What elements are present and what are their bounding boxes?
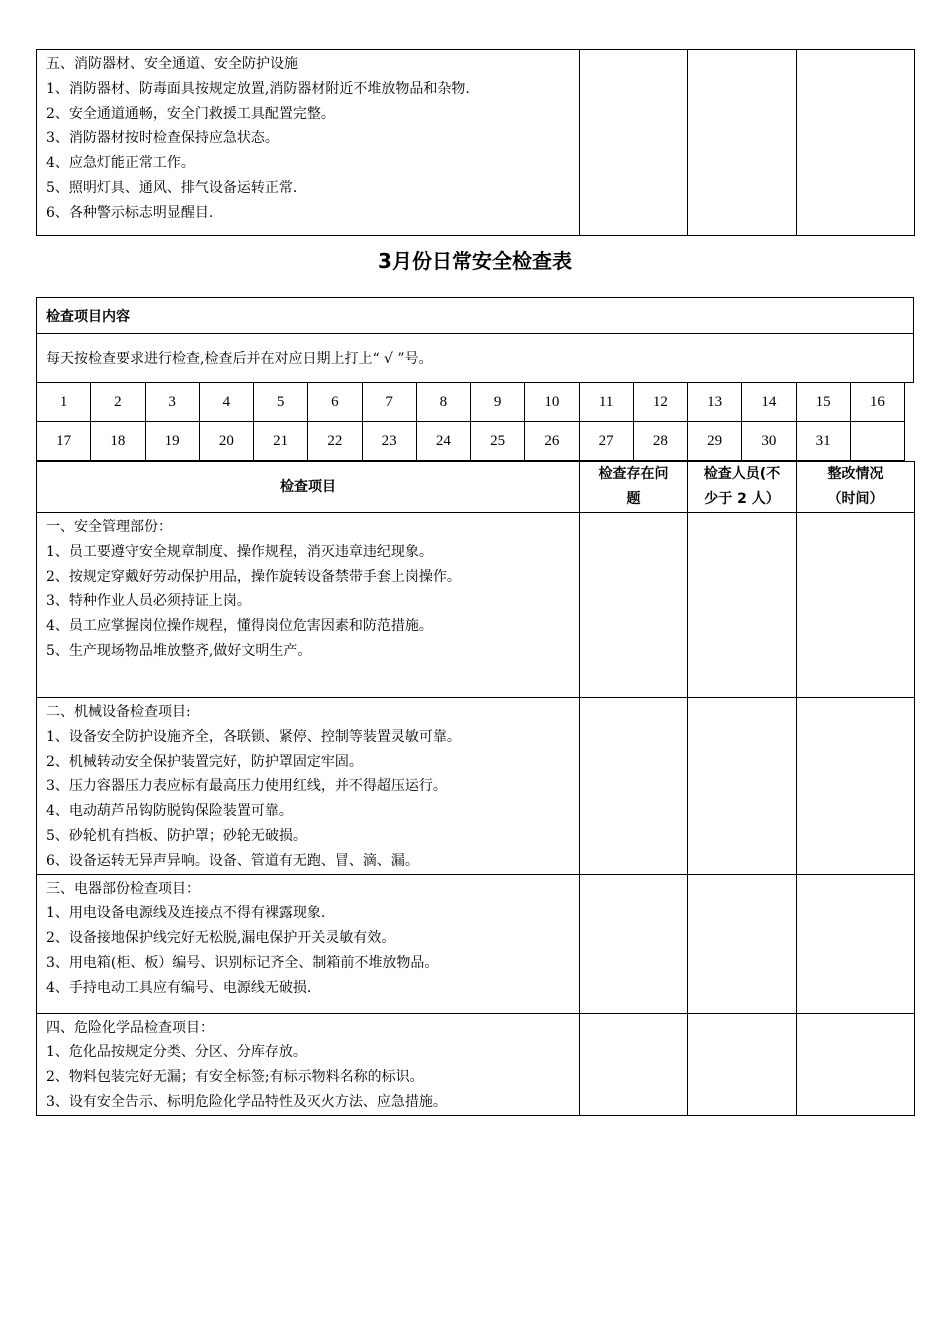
checklist-table bbox=[36, 461, 915, 1116]
check-item-line: 1、危化品按规定分类、分区、分库存放。 bbox=[46, 1044, 307, 1061]
header-rectification bbox=[797, 462, 915, 513]
day-cell[interactable]: 31 bbox=[796, 422, 850, 461]
problems-cell bbox=[580, 698, 688, 875]
header-item-label: 检查项目 bbox=[280, 478, 336, 495]
check-item-line: 6、设备运转无异声异响。设备、管道有无跑、冒、滴、漏。 bbox=[46, 852, 419, 869]
check-item-line: 1、消防器材、防毒面具按规定放置,消防器材附近不堆放物品和杂物. bbox=[46, 80, 470, 97]
day-cell[interactable]: 9 bbox=[471, 383, 525, 422]
check-item-line: 五、消防器材、安全通道、安全防护设施 bbox=[46, 56, 298, 72]
day-cell[interactable]: 11 bbox=[579, 383, 633, 422]
check-item-line: 4、应急灯能正常工作。 bbox=[46, 155, 195, 172]
top-section-items bbox=[37, 50, 580, 236]
inspectors-cell bbox=[688, 1013, 797, 1115]
check-item-line: 3、压力容器压力表应标有最高压力使用红线，并不得超压运行。 bbox=[46, 778, 447, 795]
check-item-line: 3、消防器材按时检查保持应急状态。 bbox=[46, 130, 279, 147]
day-cell[interactable]: 14 bbox=[742, 383, 796, 422]
day-cell[interactable]: 18 bbox=[91, 422, 145, 461]
section-lines bbox=[37, 875, 579, 1001]
check-item-line: 2、按规定穿戴好劳动保护用品，操作旋转设备禁带手套上岗操作。 bbox=[46, 568, 461, 585]
day-cell[interactable]: 4 bbox=[199, 383, 253, 422]
section-items bbox=[37, 513, 580, 698]
section-lines bbox=[37, 1014, 579, 1115]
check-item-line: 4、手持电动工具应有编号、电源线无破损. bbox=[46, 979, 312, 996]
check-item-line: 1、员工要遵守安全规章制度、操作规程，消灭违章违纪现象。 bbox=[46, 543, 433, 560]
day-cell[interactable]: 7 bbox=[362, 383, 416, 422]
day-cell[interactable]: 5 bbox=[254, 383, 308, 422]
day-cell[interactable]: 27 bbox=[579, 422, 633, 461]
header-inspectors-line2: 少于 2 人） bbox=[704, 491, 780, 507]
section-row bbox=[37, 1013, 915, 1115]
content-header-box bbox=[36, 297, 914, 334]
rectification-cell bbox=[797, 513, 915, 698]
top-section-lines bbox=[37, 50, 579, 226]
check-item-line: 3、设有安全告示、标明危险化学品特性及灭火方法、应急措施。 bbox=[46, 1093, 447, 1110]
day-cell[interactable]: 28 bbox=[633, 422, 687, 461]
day-cell[interactable] bbox=[850, 422, 904, 461]
check-item-line: 1、设备安全防护设施齐全，各联锁、紧停、控制等装置灵敏可靠。 bbox=[46, 728, 461, 745]
day-cell[interactable]: 21 bbox=[254, 422, 308, 461]
day-cell[interactable]: 2 bbox=[91, 383, 145, 422]
day-cell[interactable]: 24 bbox=[416, 422, 470, 461]
day-cell[interactable]: 16 bbox=[850, 383, 904, 422]
section-items bbox=[37, 1013, 580, 1115]
day-cell[interactable]: 3 bbox=[145, 383, 199, 422]
day-cell[interactable]: 26 bbox=[525, 422, 579, 461]
day-cell[interactable]: 25 bbox=[471, 422, 525, 461]
section-row bbox=[37, 513, 915, 698]
problems-cell bbox=[580, 874, 688, 1013]
rectification-cell bbox=[797, 50, 915, 236]
section-row bbox=[37, 874, 915, 1013]
day-cell[interactable]: 12 bbox=[633, 383, 687, 422]
check-item-line: 三、电器部份检查项目： bbox=[46, 880, 200, 897]
instruction-box bbox=[36, 333, 914, 383]
section-lines bbox=[37, 513, 579, 664]
check-item-line: 3、特种作业人员必须持证上岗。 bbox=[46, 593, 251, 610]
problems-cell bbox=[580, 50, 688, 236]
section-row bbox=[37, 698, 915, 875]
day-cell[interactable]: 13 bbox=[688, 383, 742, 422]
inspectors-cell bbox=[688, 874, 797, 1013]
check-item-line: 一、安全管理部份： bbox=[46, 519, 172, 535]
check-item-line: 4、电动葫芦吊钩防脱钩保险装置可靠。 bbox=[46, 803, 293, 820]
top-section-table bbox=[36, 49, 915, 236]
day-cell[interactable]: 1 bbox=[37, 383, 91, 422]
day-cell[interactable]: 30 bbox=[742, 422, 796, 461]
instruction-text: 每天按检查要求进行检查,检查后并在对应日期上打上“ √ ”号。 bbox=[46, 351, 433, 367]
problems-cell bbox=[580, 1013, 688, 1115]
days-grid bbox=[36, 382, 905, 461]
section-lines bbox=[37, 698, 579, 874]
days-row bbox=[37, 422, 905, 461]
rectification-cell bbox=[797, 874, 915, 1013]
days-row bbox=[37, 383, 905, 422]
day-cell[interactable]: 8 bbox=[416, 383, 470, 422]
check-item-line: 4、员工应掌握岗位操作规程，懂得岗位危害因素和防范措施。 bbox=[46, 618, 433, 635]
day-cell[interactable]: 29 bbox=[688, 422, 742, 461]
content-header: 检查项目内容 bbox=[46, 309, 130, 325]
check-item-line: 5、生产现场物品堆放整齐,做好文明生产。 bbox=[46, 642, 312, 659]
check-item-line: 2、设备接地保护线完好无松脱,漏电保护开关灵敏有效。 bbox=[46, 930, 396, 947]
header-item bbox=[37, 462, 580, 513]
check-item-line: 2、物料包装完好无漏；有安全标签;有标示物料名称的标识。 bbox=[46, 1069, 424, 1086]
check-item-line: 5、照明灯具、通风、排气设备运转正常. bbox=[46, 179, 298, 196]
day-cell[interactable]: 23 bbox=[362, 422, 416, 461]
header-problems-line1: 检查存在问 bbox=[598, 466, 669, 482]
header-rectification-line1: 整改情况 bbox=[827, 466, 884, 482]
day-cell[interactable]: 15 bbox=[796, 383, 850, 422]
header-inspectors bbox=[688, 462, 797, 513]
header-rectification-line2: （时间） bbox=[827, 491, 884, 507]
day-cell[interactable]: 20 bbox=[199, 422, 253, 461]
problems-cell bbox=[580, 513, 688, 698]
header-row bbox=[37, 462, 915, 513]
check-item-line: 二、机械设备检查项目: bbox=[46, 704, 191, 720]
day-cell[interactable]: 19 bbox=[145, 422, 199, 461]
day-cell[interactable]: 6 bbox=[308, 383, 362, 422]
check-item-line: 2、安全通道通畅，安全门救援工具配置完整。 bbox=[46, 105, 335, 122]
day-cell[interactable]: 10 bbox=[525, 383, 579, 422]
section-items bbox=[37, 698, 580, 875]
day-cell[interactable]: 22 bbox=[308, 422, 362, 461]
header-inspectors-line1: 检查人员(不 bbox=[703, 466, 781, 482]
inspectors-cell bbox=[688, 513, 797, 698]
check-item-line: 3、用电箱(柜、板）编号、识别标记齐全、制箱前不堆放物品。 bbox=[46, 954, 439, 971]
rectification-cell bbox=[797, 1013, 915, 1115]
check-item-line: 6、各种警示标志明显醒目. bbox=[46, 204, 214, 221]
check-item-line: 5、砂轮机有挡板、防护罩；砂轮无破损。 bbox=[46, 827, 307, 844]
inspectors-cell bbox=[688, 698, 797, 875]
inspectors-cell bbox=[688, 50, 797, 236]
header-problems-line2: 题 bbox=[626, 491, 641, 507]
check-item-line: 四、危险化学品检查项目： bbox=[46, 1019, 214, 1036]
check-item-line: 2、机械转动安全保护装置完好，防护罩固定牢固。 bbox=[46, 753, 363, 770]
page-title: 3月份日常安全检查表 bbox=[378, 249, 572, 273]
rectification-cell bbox=[797, 698, 915, 875]
check-item-line: 1、用电设备电源线及连接点不得有裸露现象. bbox=[46, 905, 326, 922]
section-items bbox=[37, 874, 580, 1013]
day-cell[interactable]: 17 bbox=[37, 422, 91, 461]
header-problems bbox=[580, 462, 688, 513]
